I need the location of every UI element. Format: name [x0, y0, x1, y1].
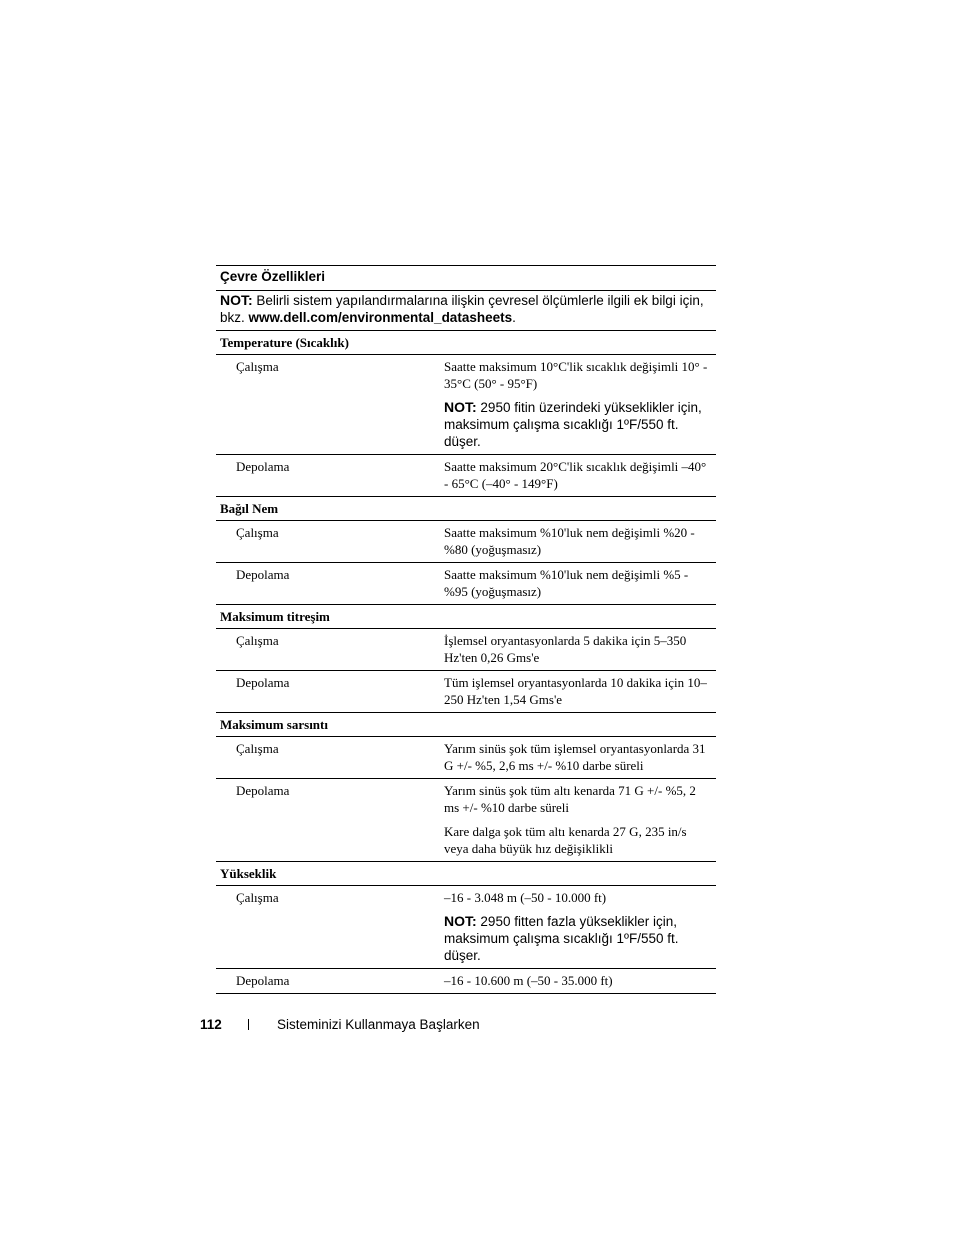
spec-row	[216, 671, 716, 712]
spec-row-value	[444, 972, 716, 989]
spec-value-line: İşlemsel oryantasyonlarda 5 dakika için 5–350 Hz'ten 0,26 Gms'e	[444, 633, 687, 665]
section-heading: Temperature (Sıcaklık)	[220, 335, 349, 350]
page-footer	[200, 1016, 480, 1033]
spec-row	[216, 563, 716, 604]
spec-row-label: Depolama	[236, 783, 290, 798]
spec-value-line: Saatte maksimum %10'luk nem değişimli %5 - %95 (yoğuşmasız)	[444, 567, 689, 599]
spec-row	[216, 455, 716, 496]
spec-row-value	[444, 458, 716, 492]
spec-row-label: Depolama	[236, 675, 290, 690]
spec-row-label: Çalışma	[236, 633, 279, 648]
spec-row-value	[444, 632, 716, 666]
table-bottom-rule	[216, 993, 716, 994]
spec-row-label: Çalışma	[236, 741, 279, 756]
spec-row-value	[444, 782, 716, 857]
spec-row	[216, 521, 716, 562]
section-heading: Maksimum sarsıntı	[220, 717, 328, 732]
spec-row-value	[444, 889, 716, 964]
note-label: NOT:	[444, 399, 477, 415]
note-text: 2950 fitten fazla yükseklikler için, maksimum çalışma sıcaklığı 1ºF/550 ft. düşer.	[444, 914, 679, 963]
environmental-specs-table	[216, 265, 716, 994]
spec-value-line: Tüm işlemsel oryantasyonlarda 10 dakika için 10–250 Hz'ten 1,54 Gms'e	[444, 675, 707, 707]
spec-row-value	[444, 566, 716, 600]
datasheet-link[interactable]: www.dell.com/environmental_datasheets	[248, 310, 513, 325]
spec-row	[216, 737, 716, 778]
spec-value-line: Saatte maksimum 10°C'lik sıcaklık değişimli 10° - 35°C (50° - 95°F)	[444, 359, 708, 391]
spec-row	[216, 629, 716, 670]
spec-row-note	[444, 399, 712, 450]
spec-row	[216, 886, 716, 968]
table-title: Çevre Özellikleri	[220, 269, 326, 284]
spec-row-label: Depolama	[236, 459, 290, 474]
note-label: NOT:	[220, 292, 253, 308]
spec-row	[216, 355, 716, 454]
spec-row-value	[444, 740, 716, 774]
spec-sections	[216, 330, 716, 993]
spec-row-label: Depolama	[236, 973, 290, 988]
table-note	[216, 291, 716, 330]
spec-value-line: Yarım sinüs şok tüm altı kenarda 71 G +/- %5, 2 ms +/- %10 darbe süreli	[444, 783, 696, 815]
note-text: 2950 fitin üzerindeki yükseklikler için, maksimum çalışma sıcaklığı 1ºF/550 ft. düşer.	[444, 400, 702, 449]
spec-value-line: –16 - 3.048 m (–50 - 10.000 ft)	[444, 890, 607, 905]
note-label: NOT:	[444, 913, 477, 929]
chapter-title: Sisteminizi Kullanmaya Başlarken	[277, 1017, 480, 1032]
spec-row-label: Çalışma	[236, 890, 279, 905]
page-number: 112	[200, 1017, 222, 1032]
note-text: Belirli sistem yapılandırmalarına ilişkin çevresel ölçümlerle ilgili ek bilgi için, bkz.	[220, 293, 704, 325]
spec-value-line: Yarım sinüs şok tüm işlemsel oryantasyonlarda 31 G +/- %5, 2,6 ms +/- %10 darbe süreli	[444, 741, 706, 773]
spec-row-label: Depolama	[236, 567, 290, 582]
spec-row-value	[444, 674, 716, 708]
spec-row	[216, 969, 716, 993]
spec-value-line: Saatte maksimum 20°C'lik sıcaklık değişimli –40° - 65°C (–40° - 149°F)	[444, 459, 707, 491]
spec-row-label: Çalışma	[236, 525, 279, 540]
section-heading: Maksimum titreşim	[220, 609, 330, 624]
spec-value-line: Saatte maksimum %10'luk nem değişimli %20 - %80 (yoğuşmasız)	[444, 525, 695, 557]
section-heading: Bağıl Nem	[220, 501, 279, 516]
spec-value-line: –16 - 10.600 m (–50 - 35.000 ft)	[444, 973, 613, 988]
spec-row-label: Çalışma	[236, 359, 279, 374]
section-heading: Yükseklik	[220, 866, 277, 881]
spec-row-value	[444, 358, 716, 450]
spec-row-note	[444, 913, 712, 964]
spec-row	[216, 779, 716, 861]
footer-separator	[248, 1019, 249, 1030]
note-tail: .	[512, 310, 516, 325]
spec-row-value	[444, 524, 716, 558]
spec-value-line: Kare dalga şok tüm altı kenarda 27 G, 235 in/s veya daha büyük hız değişiklikli	[444, 824, 687, 856]
